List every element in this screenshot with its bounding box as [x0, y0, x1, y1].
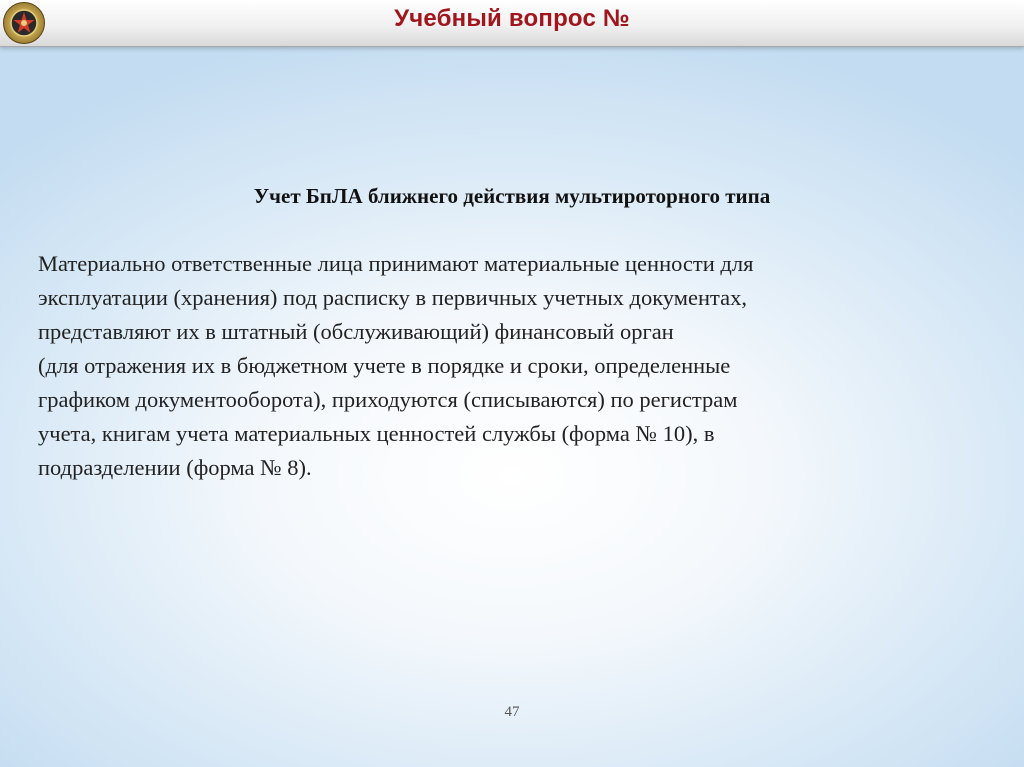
slide-header [0, 0, 1024, 47]
slide-heading: Учет БпЛА ближнего действия мультироторного типа [253, 184, 771, 208]
page-number: 47 [504, 704, 520, 720]
slide-body-text: Материально ответственные лица принимают материальные ценности для эксплуатации (хранения) под расписку в первичных учетных документах, представляют их в штатный (обслуживающий) финансовый орган (для отражения их в бюджетном учете в порядке и сроки, определенные графиком документооборота), приходуются (списываются) по регистрам учета, книгам учета материальных ценностей службы (форма № 10), в подразделении (форма № 8). [38, 251, 754, 480]
header-title: Учебный вопрос № [394, 5, 630, 32]
